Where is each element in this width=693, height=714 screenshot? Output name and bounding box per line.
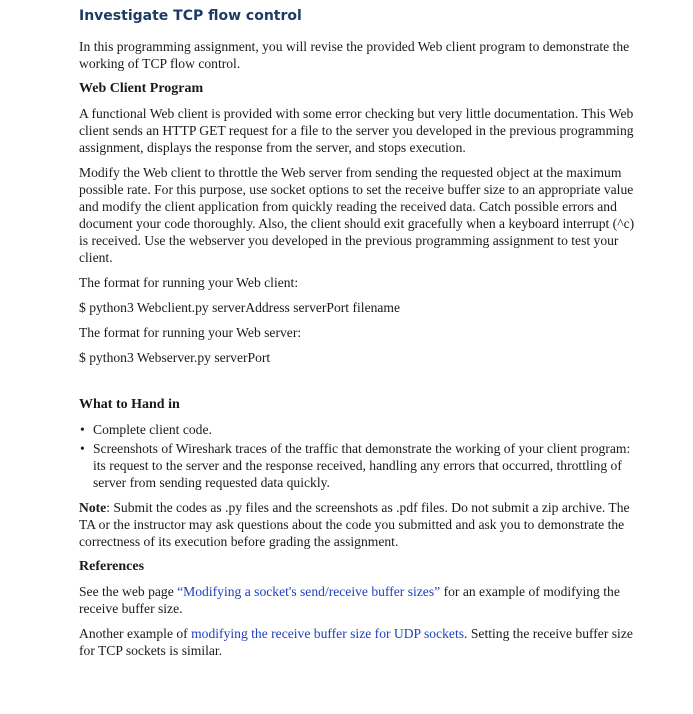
- client-command: $ python3 Webclient.py serverAddress serverPort filename: [79, 300, 401, 315]
- list-item: • Complete client code.: [80, 422, 212, 437]
- section-spacer: [79, 374, 635, 396]
- note-text: : Submit the codes as .py files and the screenshots as .pdf files. Do not submit a zip archive. The TA or the instructor may ask questions about the code you submitted and ask you to demonstrate the correctness of its execution before grading the assignment.: [79, 500, 630, 549]
- udp-buffer-size-link[interactable]: modifying the receive buffer size for UDP sockets: [191, 626, 465, 641]
- client-format-label: The format for running your Web client:: [79, 275, 299, 290]
- web-client-heading: Web Client Program: [79, 81, 204, 96]
- page-title: Investigate TCP flow control: [79, 8, 302, 24]
- bullet-icon: •: [80, 422, 85, 437]
- web-client-paragraph-1: A functional Web client is provided with some error checking but very little documentation. This Web client sends an HTTP GET request for a file to the server you developed in the previous programming assignment, displays the response from the server, and stops execution.: [79, 106, 634, 155]
- list-item: • Screenshots of Wireshark traces of the traffic that demonstrate the working of your client program: its request to the server and the response received, handling any errors that occurred, throttling of server from sending requested data quickly.: [80, 441, 631, 490]
- server-command: $ python3 Webserver.py serverPort: [79, 350, 271, 365]
- intro-paragraph: In this programming assignment, you will revise the provided Web client program to demonstrate the working of TCP flow control.: [79, 39, 630, 71]
- web-client-paragraph-2: Modify the Web client to throttle the Web server from sending the requested object at the maximum possible rate. For this purpose, use socket options to set the receive buffer size to an appropriate value and modify the client application from quickly reading the received data. Catch possible errors and document your code thoroughly. Also, the client should exit gracefully when a keyboard interrupt (^c) is received. Use the webserver you developed in the previous programming assignment to test your client.: [79, 165, 635, 265]
- reference-1: See the web page “Modifying a socket's send/receive buffer sizes” for an example of modifying the receive buffer size.: [79, 584, 620, 616]
- socket-buffer-sizes-link[interactable]: “Modifying a socket's send/receive buffer sizes”: [177, 584, 441, 599]
- hand-in-list: [79, 421, 635, 491]
- references-heading: References: [79, 559, 145, 574]
- server-format-label: The format for running your Web server:: [79, 325, 302, 340]
- assignment-document: [79, 8, 635, 667]
- note-paragraph: [79, 499, 635, 550]
- bullet-icon: •: [80, 441, 85, 456]
- note-label: Note: [79, 500, 107, 515]
- reference-2: Another example of modifying the receive buffer size for UDP sockets. Setting the receive buffer size for TCP sockets is similar.: [79, 626, 633, 658]
- hand-in-heading: What to Hand in: [79, 397, 180, 412]
